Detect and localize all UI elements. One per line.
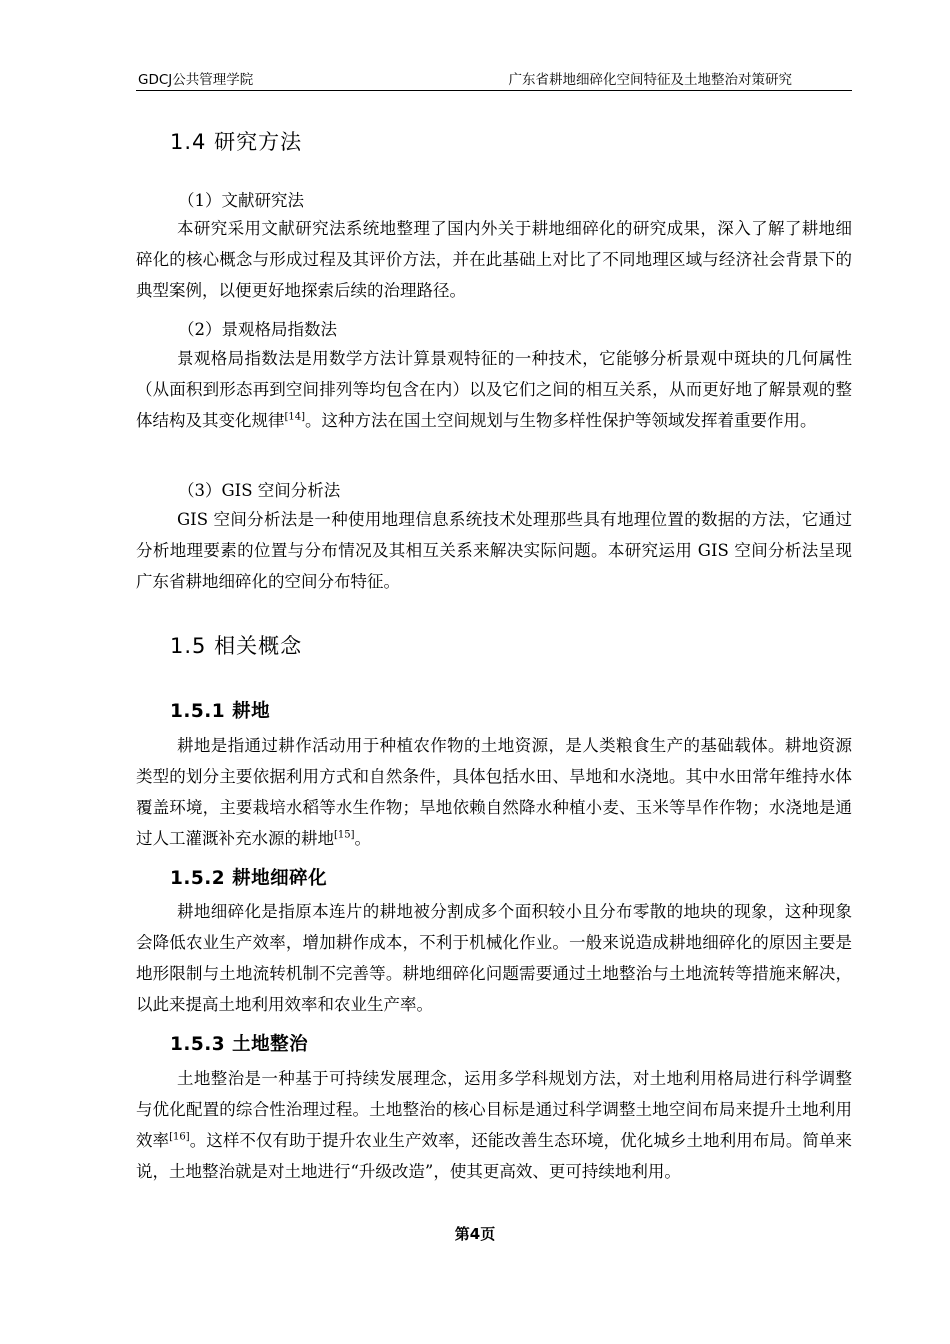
method-2-text-a: 景观格局指数法是用数学方法计算景观特征的一种技术，它能够分析景观中斑块的几何属性（从面积到形态再到空间排列等均包含在内）以及它们之间的相互关系，从而更好地了解景观的整体结构及其变化规律 (136, 349, 852, 430)
method-3-title: （3）GIS 空间分析法 (178, 481, 341, 500)
concept-fragmentation-paragraph: 耕地细碎化是指原本连片的耕地被分割成多个面积较小且分布零散的地块的现象，这种现象会降低农业生产效率，增加耕作成本，不利于机械化作业。一般来说造成耕地细碎化的原因主要是地形限制与土地流转机制不完善等。耕地细碎化问题需要通过土地整治与土地流转等措施来解决，以此来提高土地利用效率和农业生产率。 (136, 902, 852, 1014)
subsection-heading-1-5-1: 1.5.1 耕地 (170, 701, 271, 722)
page-header (136, 68, 852, 91)
concept-farmland-text-b: 。 (354, 829, 372, 848)
section-heading-1-5: 1.5 相关概念 (170, 634, 303, 658)
subsection-heading-1-5-2: 1.5.2 耕地细碎化 (170, 868, 328, 889)
concept-land-text-b: 。这样不仅有助于提升农业生产效率，还能改善生态环境，优化城乡土地利用布局。简单来说，土地整治就是对土地进行“升级改造”，使其更高效、更可持续地利用。 (136, 1131, 853, 1181)
method-2-text-b: 。这种方法在国土空间规划与生物多样性保护等领域发挥着重要作用。 (305, 411, 817, 430)
concept-farmland-text-a: 耕地是指通过耕作活动用于种植农作物的土地资源，是人类粮食生产的基础载体。耕地资源类型的划分主要依据利用方式和自然条件，具体包括水田、旱地和水浇地。其中水田常年维持水体覆盖环境，主要栽培水稻等水生作物；旱地依赖自然降水种植小麦、玉米等旱作作物；水浇地是通过人工灌溉补充水源的耕地 (136, 736, 852, 848)
subsection-heading-1-5-3: 1.5.3 土地整治 (170, 1034, 309, 1055)
method-1-paragraph: 本研究采用文献研究法系统地整理了国内外关于耕地细碎化的研究成果，深入了解了耕地细碎化的核心概念与形成过程及其评价方法，并在此基础上对比了不同地理区域与经济社会背景下的典型案例，以便更好地探索后续的治理路径。 (136, 219, 852, 300)
citation-15: [15] (334, 829, 355, 841)
method-3-paragraph: GIS 空间分析法是一种使用地理信息系统技术处理那些具有地理位置的数据的方法，它通过分析地理要素的位置与分布情况及其相互关系来解决实际问题。本研究运用 GIS 空间分析法呈现广东省耕地细碎化的空间分布特征。 (136, 510, 852, 591)
citation-14: [14] (284, 411, 306, 423)
concept-land-text-a: 土地整治是一种基于可持续发展理念，运用多学科规划方法，对土地利用格局进行科学调整与优化配置的综合性治理过程。土地整治的核心目标是通过科学调整土地空间布局来提升土地利用效率 (136, 1069, 852, 1150)
citation-16: [16] (169, 1131, 190, 1143)
method-2-paragraph (136, 343, 852, 436)
concept-land-consolidation-paragraph (136, 1063, 852, 1187)
header-institution: GDCJ公共管理学院 (138, 72, 254, 88)
method-1-title: （1）文献研究法 (178, 191, 304, 210)
section-heading-1-4: 1.4 研究方法 (170, 130, 303, 154)
method-2-title: （2）景观格局指数法 (178, 320, 337, 339)
header-thesis-title: 广东省耕地细碎化空间特征及土地整治对策研究 (508, 72, 792, 88)
page-number: 第4页 (454, 1225, 496, 1243)
concept-farmland-paragraph (136, 730, 852, 854)
